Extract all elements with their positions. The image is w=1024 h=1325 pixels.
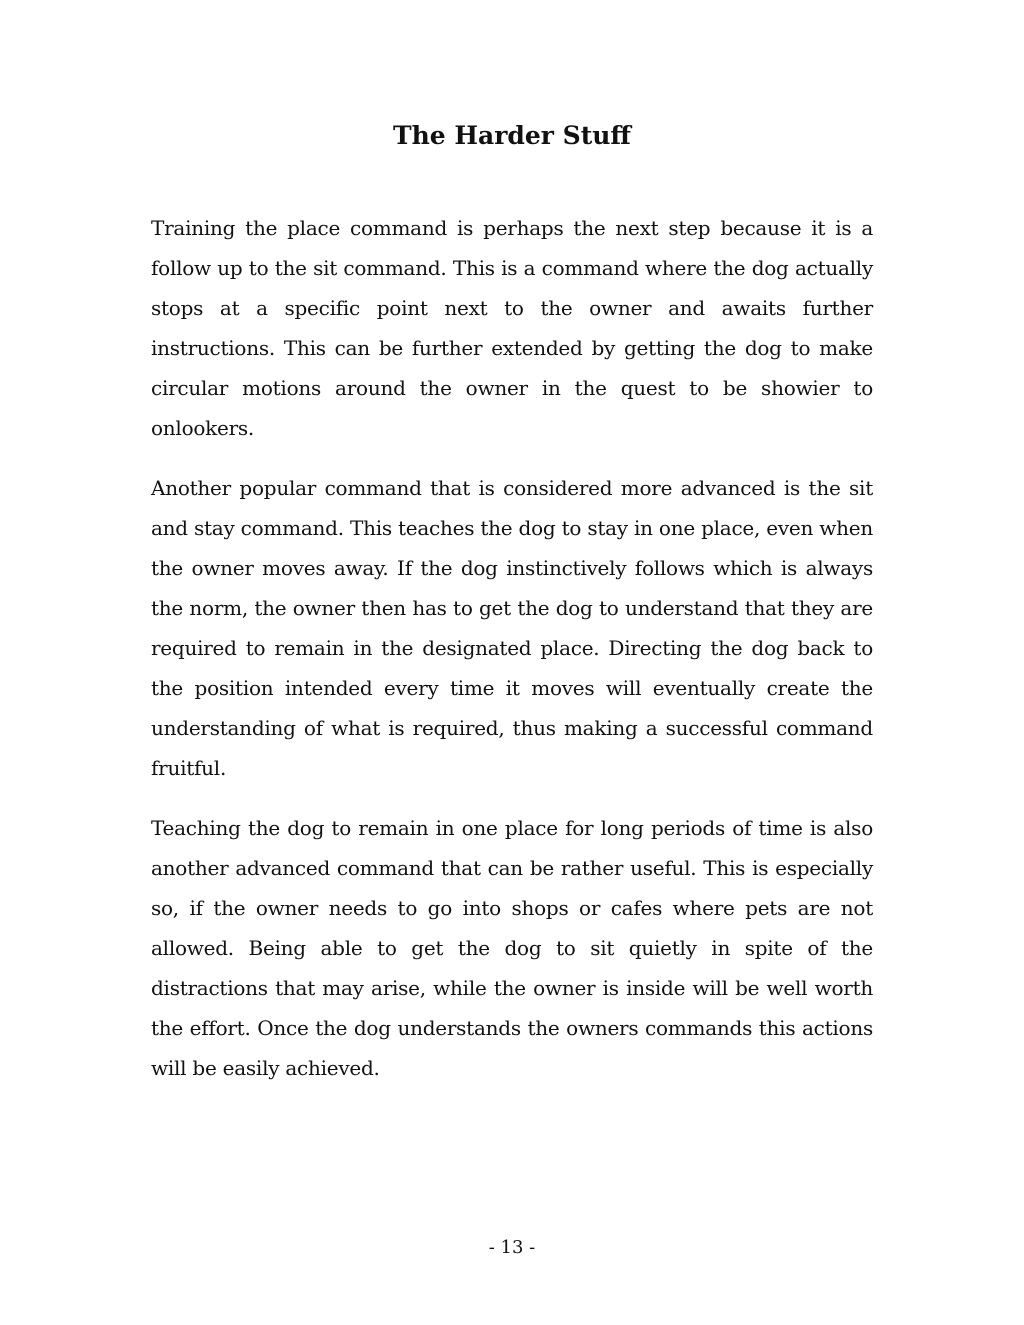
paragraph-remain-in-place: Teaching the dog to remain in one place for long periods of time is also another advanced command that can be rather useful. This is especially so, if the owner needs to go into shops or cafes where pets are not allowed. Being able to get the dog to sit quietly in spite of the distractions that may arise, while the owner is inside will be well worth the effort. Once the dog understands the owners commands this actions will be easily achieved. — [151, 816, 873, 1080]
paragraph-place-command: Training the place command is perhaps the next step because it is a follow up to the sit command. This is a command where the dog actually stops at a specific point next to the owner and awaits further instructions. This can be further extended by getting the dog to make circular motions around the owner in the quest to be showier to onlookers. — [151, 216, 873, 440]
page-number: - 13 - — [488, 1237, 536, 1258]
page-title: The Harder Stuff — [393, 121, 631, 150]
paragraph-sit-and-stay: Another popular command that is considered more advanced is the sit and stay command. This teaches the dog to stay in one place, even when the owner moves away. If the dog instinctively follows which is always the norm, the owner then has to get the dog to understand that they are required to remain in the designated place. Directing the dog back to the position intended every time it moves will eventually create the understanding of what is required, thus making a successful command fruitful. — [151, 476, 873, 780]
body-text — [151, 208, 873, 1108]
